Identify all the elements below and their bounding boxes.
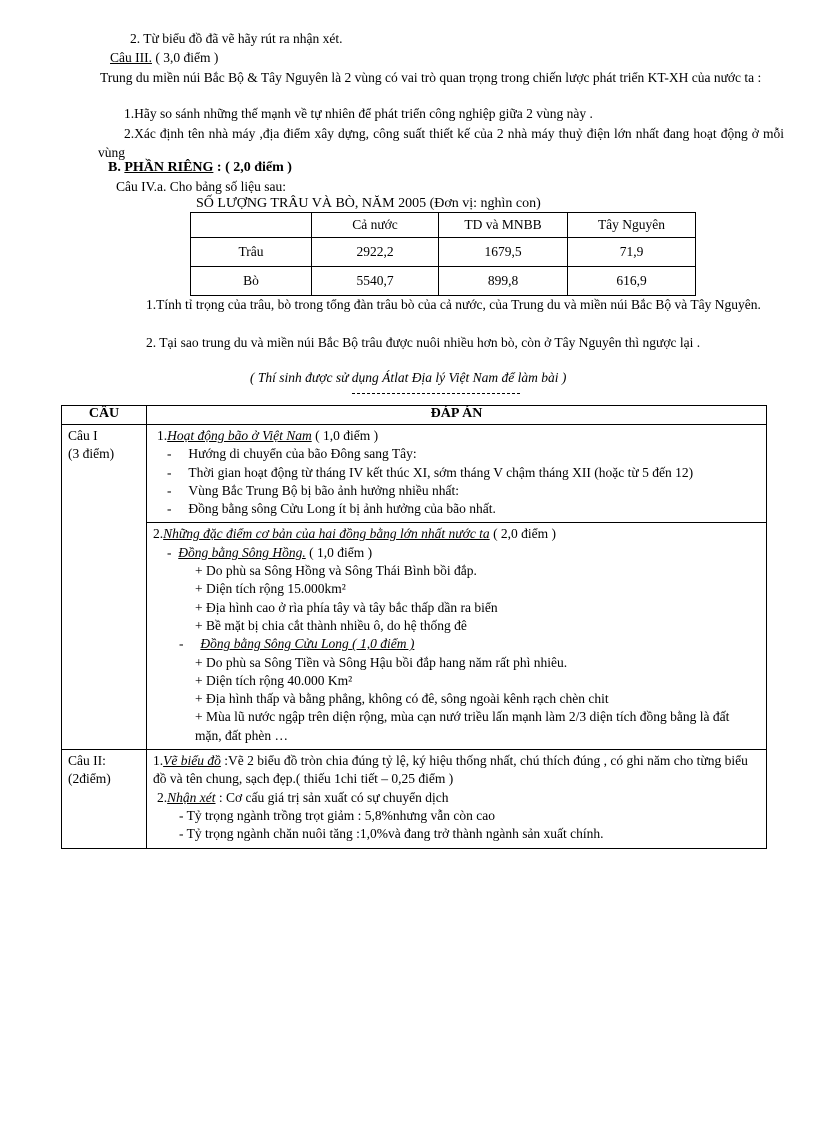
cau2-part2-title: Nhận xét [167,789,216,805]
cau2-part1-num: 1. [153,753,164,769]
cau1-label-cell [62,425,147,750]
cau2-part1-title: Vẽ biểu đồ [163,753,221,769]
cuu-long-heading: - Đồng bằng Sông Cửu Long ( 1,0 điểm ) [179,636,415,652]
table-cell: 71,9 [568,238,696,267]
table-cell: 616,9 [568,267,696,296]
livestock-table [190,212,696,296]
q3-item1: 1.Hãy so sánh những thế mạnh về tự nhiên để phát triển công nghiệp giữa 2 vùng này . [124,106,593,121]
cau1-label: Câu I [68,428,98,443]
cau2-part1 [153,752,760,789]
cau2-label-cell [62,750,147,848]
cau2-score: (2điểm) [68,771,111,787]
cau1-part1-cell [147,425,767,523]
list-item: - Tỷ trọng ngành trồng trọt giảm : 5,8%nhưng vẫn còn cao [179,807,496,823]
part-b-title: PHẦN RIÊNG [124,160,214,175]
cau2-part2 [153,789,760,807]
bullet-text: Vùng Bắc Trung Bộ bị bão ảnh hưởng nhiều nhất: [188,482,459,498]
part-b-points: : ( 2,0 điểm ) [213,160,292,175]
bullet-text: Thời gian hoạt động từ tháng IV kết thúc XI, sớm tháng V chậm tháng XII (hoặc từ 5 đến 12) [188,464,694,480]
cuu-long-title: Đồng bằng Sông Cửu Long ( 1,0 điểm ) [200,636,415,652]
list-item: + Do phù sa Sông Hồng và Sông Thái Bình bồi đắp. [195,563,477,579]
table-cell: Bò [191,267,312,296]
list-item: + Địa hình cao ở rìa phía tây và tây bắc thấp dần ra biển [195,599,498,615]
list-item: - Hướng di chuyển của bão Đông sang Tây: [167,446,417,462]
answer-row-cau1-part2 [62,523,767,750]
answer-row-cau1-part1 [62,425,767,523]
cau1-part1-heading [157,427,760,445]
cau1-part1-title: Hoạt động bão ở Việt Nam [167,428,312,443]
list-item: - Tỷ trọng ngành chăn nuôi tăng :1,0%và đang trở thành ngành sản xuất chính. [179,826,604,842]
answer-row-cau2 [62,750,767,848]
q3-heading [110,50,218,66]
cau1-score: (3 điểm) [68,446,115,462]
col-header-cau: CÂU [62,406,147,425]
table-header-cell: Cả nước [312,213,439,238]
list-item: - Vùng Bắc Trung Bộ bị bão ảnh hưởng nhiều nhất: [167,482,459,498]
song-hong-points: ( 1,0 điểm ) [305,544,373,560]
cau2-part1-text: :Vẽ 2 biểu đồ tròn chia đúng tỷ lệ, ký hiệu thống nhất, chú thích đúng , có ghi năm cho từng biểu đồ và tên chung, sạch đẹp.( thiếu 1chi tiết – 0,25 điểm ) [153,753,748,787]
part-b-heading [108,160,292,176]
q4a-table-title: SỐ LƯỢNG TRÂU VÀ BÒ, NĂM 2005 (Đơn vị: nghìn con) [196,196,541,211]
cau1-part1-points: ( 1,0 điểm ) [311,428,379,443]
table-cell: 899,8 [439,267,568,296]
table-cell: Trâu [191,238,312,267]
table-row [191,238,696,267]
table-cell: 2922,2 [312,238,439,267]
cau1-part2-points: ( 2,0 điểm ) [489,526,557,542]
table-row [191,267,696,296]
q3-label: Câu III. [110,50,152,65]
table-cell: 5540,7 [312,267,439,296]
table-header-row [191,213,696,238]
cau1-part1-num: 1. [157,428,168,443]
section-divider [352,393,520,394]
cau2-label: Câu II: [68,753,106,769]
cau1-part2-heading [153,525,760,543]
list-item: + Diện tích rộng 40.000 Km² [195,672,353,688]
q3-points: ( 3,0 điểm ) [151,50,219,65]
cau1-part2-cell [147,523,767,750]
q4a-intro: Câu IV.a. Cho bảng số liệu sau: [116,179,286,194]
table-header-cell [191,213,312,238]
list-item: + Diện tích rộng 15.000km² [195,581,346,597]
list-item: + Do phù sa Sông Tiền và Sông Hậu bồi đắp hang năm rất phì nhiêu. [195,654,568,670]
answer-table [61,405,767,849]
cau2-part2-num: 2. [157,789,168,805]
bullet-text: Đồng bằng sông Cửu Long ít bị ảnh hưởng của bão nhất. [188,501,496,517]
q4a-item1: 1.Tính tỉ trọng của trâu, bò trong tổng đàn trâu bò của cả nước, của Trung du và miền núi Bắc Bộ và Tây Nguyên. [146,297,761,312]
cau2-cell [147,750,767,848]
table-header-cell: TD và MNBB [439,213,568,238]
q3-item2: 2.Xác định tên nhà máy ,địa điểm xây dựng, công suất thiết kế của 2 nhà máy thuỷ điện lớn nhất đang hoạt động ở mỗi vùng [98,126,784,160]
list-item: + Mùa lũ nước ngập trên diện rộng, mùa cạn nướ triều lấn mạnh làm 2/3 diện tích đồng bằng là đất mặn, đất phèn … [195,709,730,743]
list-item: + Địa hình thấp và bằng phẳng, không có đê, sông ngoài kênh rạch chèn chit [195,691,609,707]
list-item: - Thời gian hoạt động từ tháng IV kết thúc XI, sớm tháng V chậm tháng XII (hoặc từ 5 đến 12) [167,464,694,480]
table-cell: 1679,5 [439,238,568,267]
song-hong-title: Đồng bằng Sông Hồng. [178,544,306,560]
song-hong-heading: - Đồng bằng Sông Hồng. ( 1,0 điểm ) [167,544,373,560]
part-b-prefix: B. [108,160,125,175]
cau2-part2-text: : Cơ cấu giá trị sản xuất có sự chuyển dịch [215,789,449,805]
bullet-text: Hướng di chuyển của bão Đông sang Tây: [188,446,417,462]
q3-intro: Trung du miền núi Bắc Bộ & Tây Nguyên là 2 vùng có vai trò quan trọng trong chiến lược phát triển KT-XH của nước ta : [100,70,762,85]
table-header-cell: Tây Nguyên [568,213,696,238]
q4a-item2: 2. Tại sao trung du và miền núi Bắc Bộ trâu được nuôi nhiều hơn bò, còn ở Tây Nguyên thì ngược lại . [146,335,701,350]
q2-item2: 2. Từ biểu đồ đã vẽ hãy rút ra nhận xét. [130,31,343,46]
list-item: + Bề mặt bị chia cắt thành nhiều ô, do hệ thống đê [195,617,467,633]
col-header-dap-an: ĐÁP ÁN [147,406,767,425]
cau1-part2-num: 2. [153,526,164,542]
q4a-note: ( Thí sinh được sử dụng Átlat Địa lý Việt Nam để làm bài ) [250,370,567,385]
list-item: - Đồng bằng sông Cửu Long ít bị ảnh hưởng của bão nhất. [167,501,496,517]
cau1-part2-title: Những đặc điểm cơ bản của hai đồng bằng lớn nhất nước ta [163,526,490,542]
answer-header-row [62,406,767,425]
